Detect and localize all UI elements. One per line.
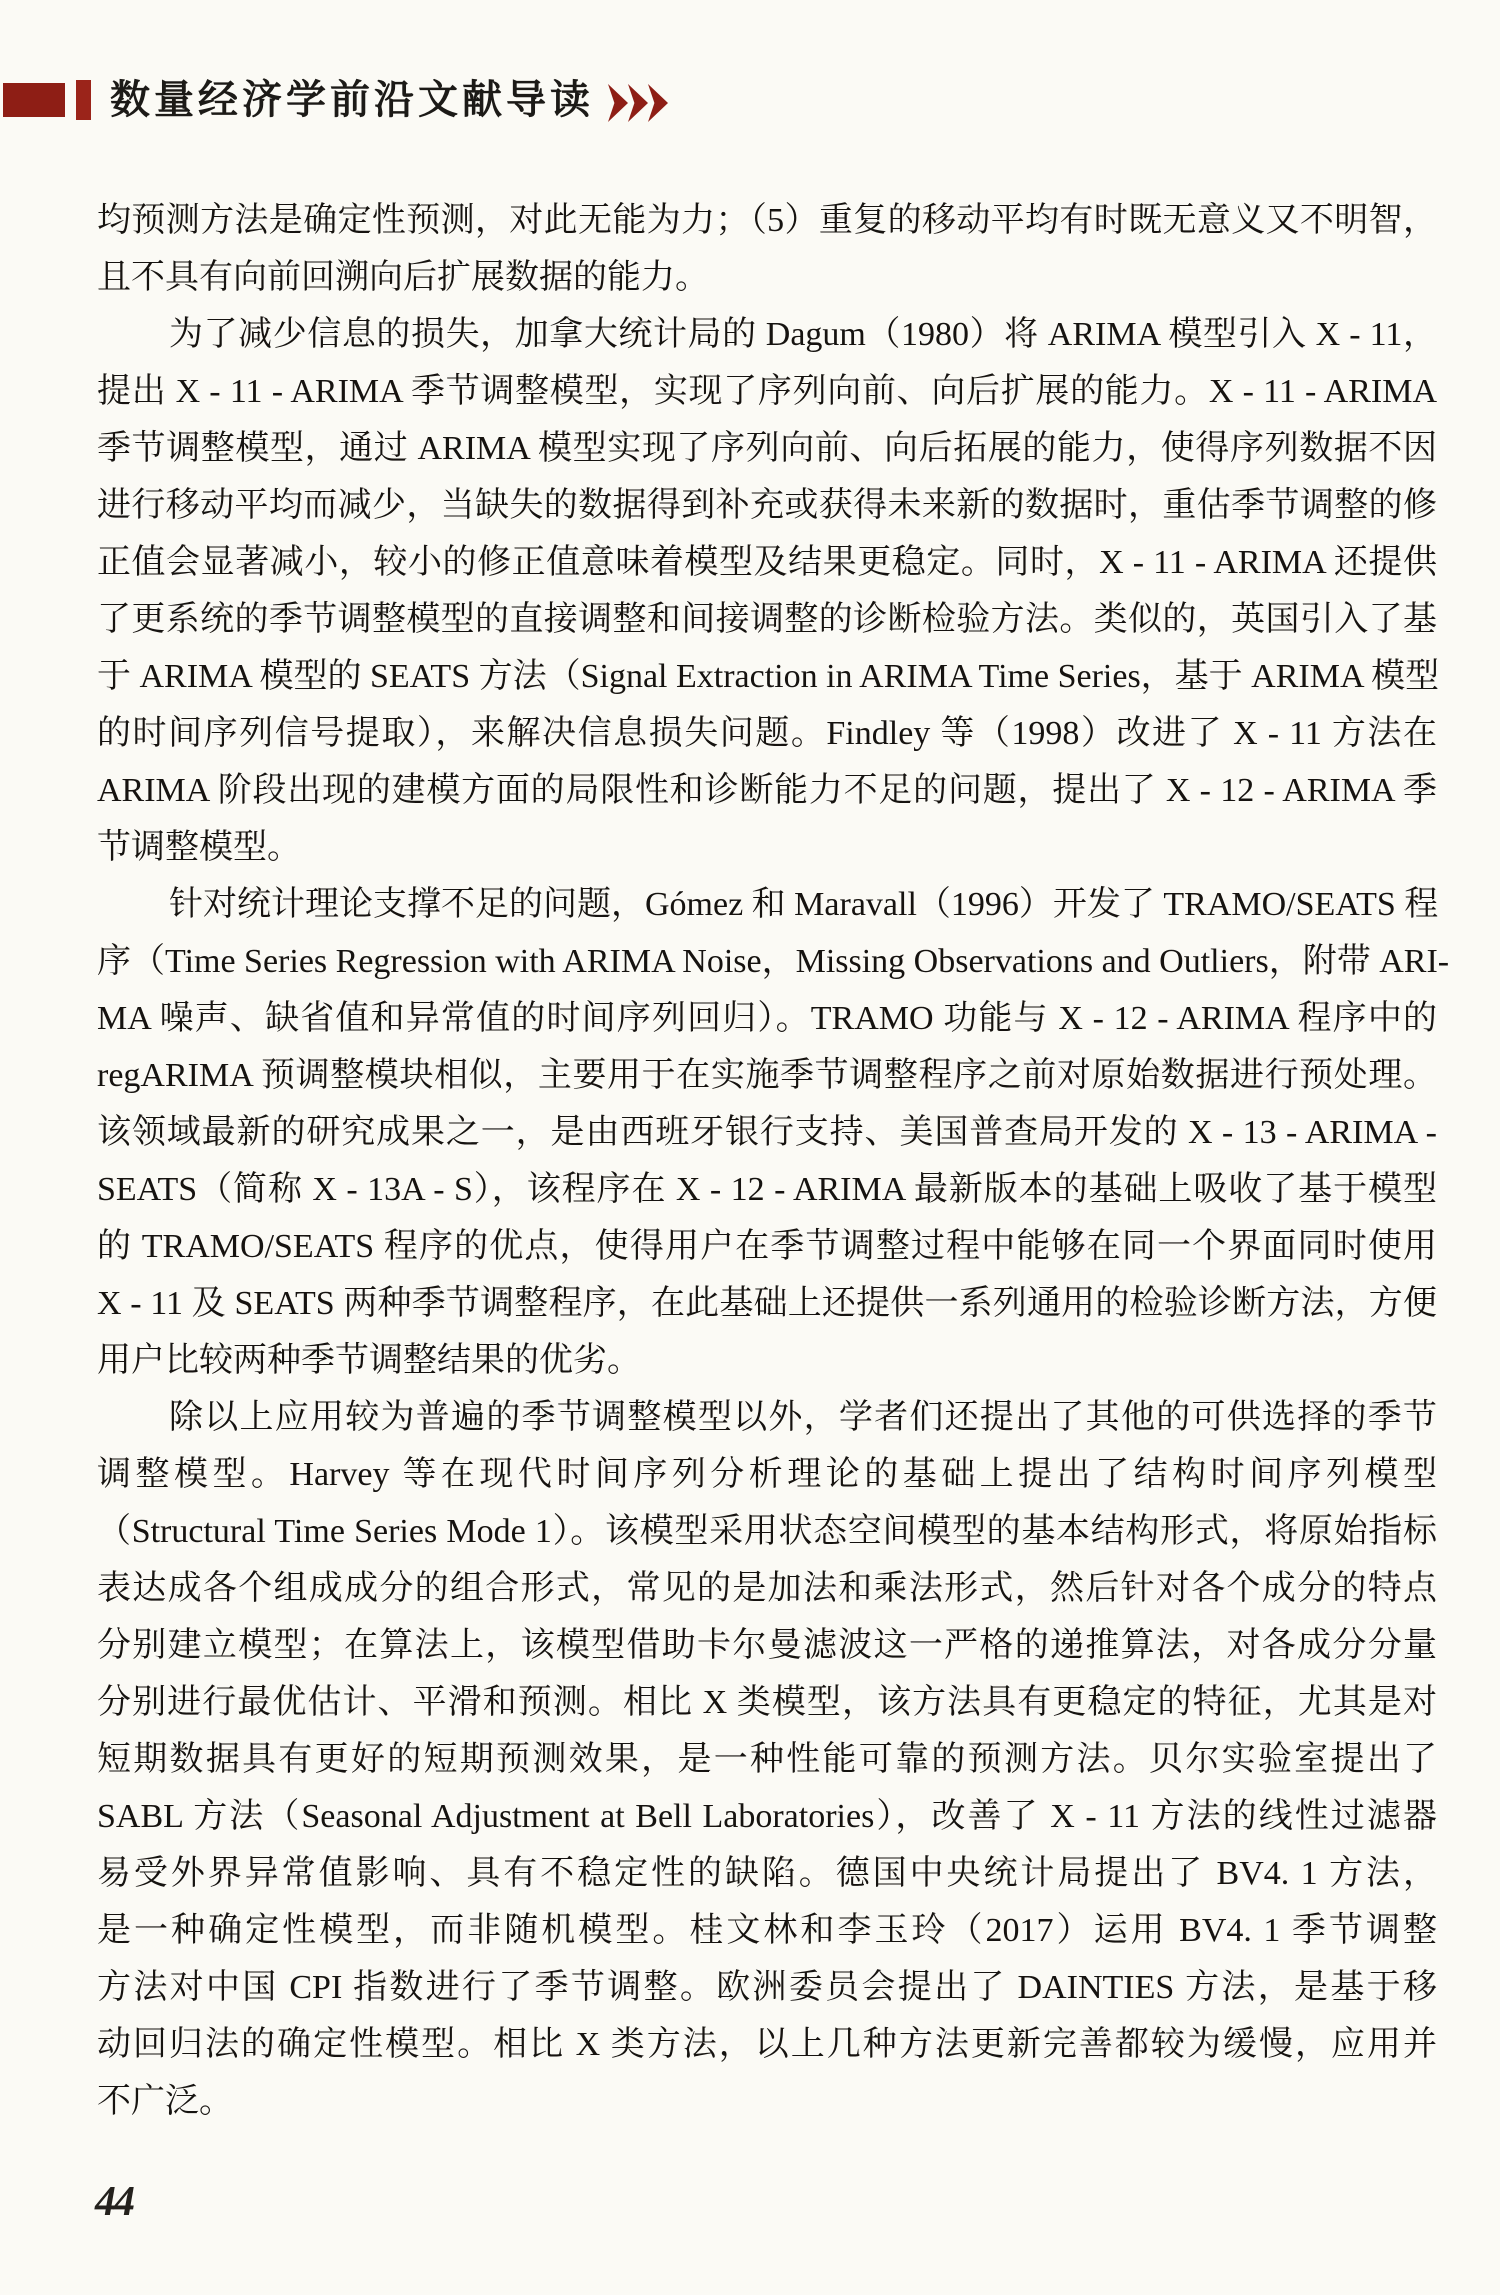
right-arrow-icon [628, 84, 648, 122]
text-line: 针对统计理论支撑不足的问题，Gómez 和 Maravall（1996）开发了 TRAMO/SEATS 程 [169, 886, 1439, 923]
text-line: 是一种确定性模型，而非随机模型。桂文林和李玉玲（2017）运用 BV4. 1 季节调整 [97, 1912, 1437, 1949]
right-arrow-icon [608, 84, 628, 122]
text-line: 了更系统的季节调整模型的直接调整和间接调整的诊断检验方法。类似的，英国引入了基 [97, 601, 1437, 638]
text-line: 于 ARIMA 模型的 SEATS 方法（Signal Extraction in ARIMA Time Series，基于 ARIMA 模型 [97, 658, 1440, 695]
page-title: 数量经济学前沿文献导读 [110, 78, 594, 122]
text-line: SEATS（简称 X - 13A - S），该程序在 X - 12 - ARIMA 最新版本的基础上吸收了基于模型 [97, 1171, 1437, 1208]
text-line: 不广泛。 [97, 2083, 233, 2120]
text-line: ARIMA 阶段出现的建模方面的局限性和诊断能力不足的问题，提出了 X - 12 - ARIMA 季 [97, 772, 1437, 809]
text-line: 的时间序列信号提取），来解决信息损失问题。Findley 等（1998）改进了 X - 11 方法在 [97, 715, 1437, 752]
page-number: 44 [95, 2179, 133, 2225]
text-line: 该领域最新的研究成果之一，是由西班牙银行支持、美国普查局开发的 X - 13 - ARIMA - [97, 1114, 1437, 1151]
text-line: 提出 X - 11 - ARIMA 季节调整模型，实现了序列向前、向后扩展的能力。X - 11 - ARIMA [97, 373, 1437, 410]
text-line: 方法对中国 CPI 指数进行了季节调整。欧洲委员会提出了 DAINTIES 方法，是基于移 [97, 1969, 1437, 2006]
paragraph [97, 1389, 1437, 2130]
text-line: X - 11 及 SEATS 两种季节调整程序，在此基础上还提供一系列通用的检验诊断方法，方便 [97, 1285, 1437, 1322]
text-line: 正值会显著减小，较小的修正值意味着模型及结果更稳定。同时，X - 11 - ARIMA 还提供 [97, 544, 1437, 581]
text-line: 表达成各个组成成分的组合形式，常见的是加法和乘法形式，然后针对各个成分的特点 [97, 1570, 1437, 1607]
text-line: （Structural Time Series Mode 1）。该模型采用状态空间模型的基本结构形式，将原始指标 [97, 1513, 1437, 1550]
text-line: 动回归法的确定性模型。相比 X 类方法，以上几种方法更新完善都较为缓慢，应用并 [97, 2026, 1437, 2063]
text-line: 的 TRAMO/SEATS 程序的优点，使得用户在季节调整过程中能够在同一个界面同时使用 [97, 1228, 1437, 1265]
text-line: 短期数据具有更好的短期预测效果，是一种性能可靠的预测方法。贝尔实验室提出了 [97, 1741, 1437, 1778]
right-arrow-icon [648, 84, 668, 122]
page-header [0, 80, 1500, 124]
text-line: 除以上应用较为普遍的季节调整模型以外，学者们还提出了其他的可供选择的季节 [169, 1399, 1437, 1436]
text-line: SABL 方法（Seasonal Adjustment at Bell Laboratories），改善了 X - 11 方法的线性过滤器 [97, 1798, 1437, 1835]
text-line: 节调整模型。 [97, 829, 301, 866]
text-line: MA 噪声、缺省值和异常值的时间序列回归）。TRAMO 功能与 X - 12 - ARIMA 程序中的 [97, 1000, 1437, 1037]
text-line: 易受外界异常值影响、具有不稳定性的缺陷。德国中央统计局提出了 BV4. 1 方法， [97, 1855, 1437, 1892]
text-line: 为了减少信息的损失，加拿大统计局的 Dagum（1980）将 ARIMA 模型引入 X - 11， [169, 316, 1437, 353]
paragraph [97, 306, 1440, 876]
text-line: 序（Time Series Regression with ARIMA Noise，Missing Observations and Outliers，附带 ARI- [97, 943, 1450, 980]
text-line: 用户比较两种季节调整结果的优劣。 [97, 1342, 641, 1379]
header-accent-block-small [76, 80, 91, 120]
text-line: 进行移动平均而减少，当缺失的数据得到补充或获得未来新的数据时，重估季节调整的修 [97, 487, 1437, 524]
header-accent-block-large [3, 83, 65, 117]
text-line: 调整模型。Harvey 等在现代时间序列分析理论的基础上提出了结构时间序列模型 [97, 1456, 1437, 1493]
paragraph [97, 192, 1437, 306]
text-line: regARIMA 预调整模块相似，主要用于在实施季节调整程序之前对原始数据进行预处理。 [97, 1057, 1437, 1094]
text-line: 分别进行最优估计、平滑和预测。相比 X 类模型，该方法具有更稳定的特征，尤其是对 [97, 1684, 1437, 1721]
text-line: 分别建立模型；在算法上，该模型借助卡尔曼滤波这一严格的递推算法，对各成分分量 [97, 1627, 1437, 1664]
text-line: 季节调整模型，通过 ARIMA 模型实现了序列向前、向后拓展的能力，使得序列数据不因 [97, 430, 1437, 467]
body-text [97, 192, 1450, 2130]
text-line: 均预测方法是确定性预测，对此无能为力；（5）重复的移动平均有时既无意义又不明智， [97, 202, 1437, 239]
triple-right-arrows-icon [608, 84, 678, 122]
text-line: 且不具有向前回溯向后扩展数据的能力。 [97, 259, 709, 296]
paragraph [97, 876, 1450, 1389]
